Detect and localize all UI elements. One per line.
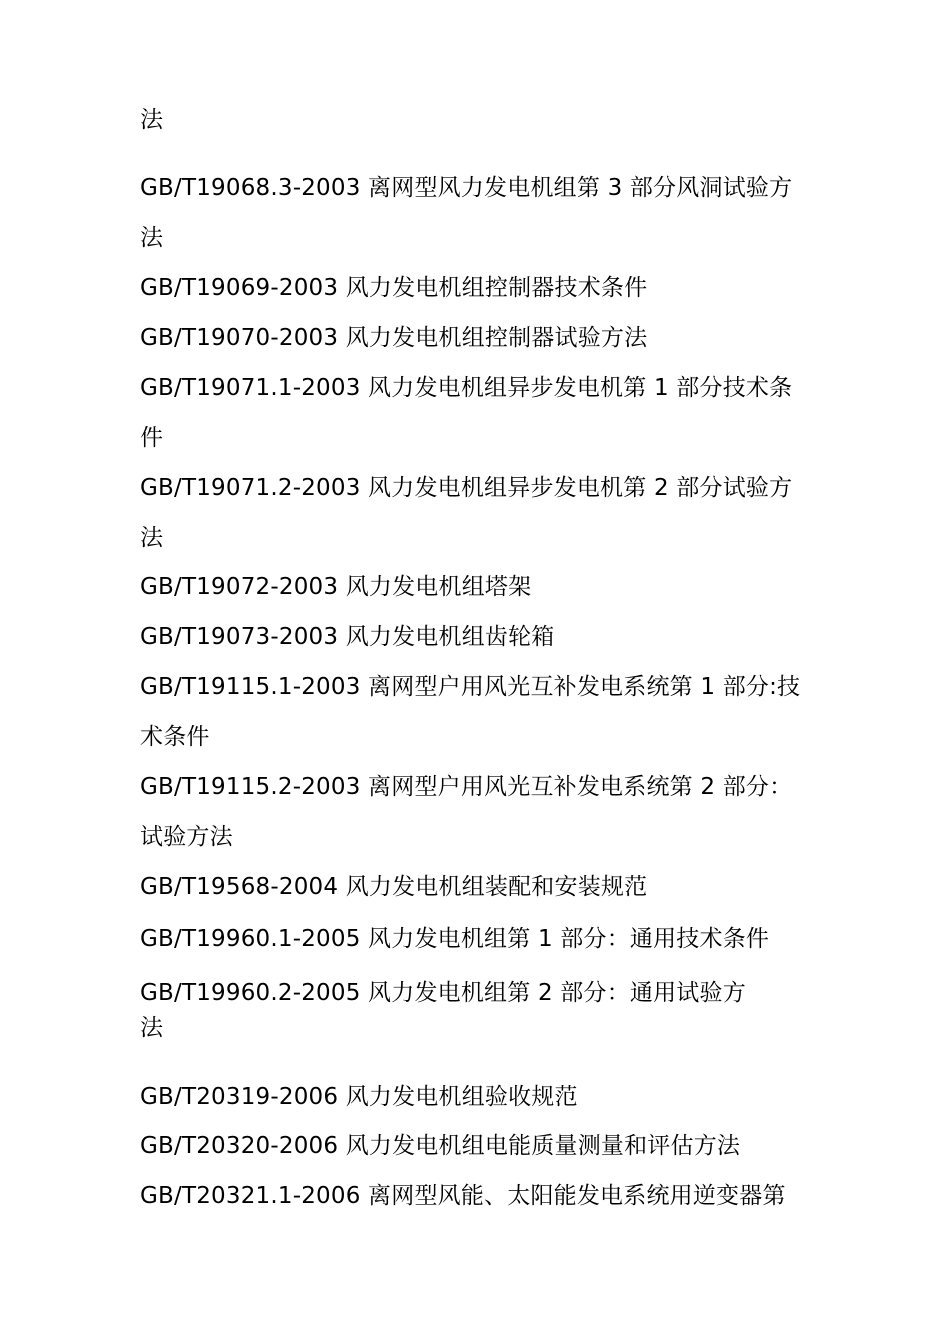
text-line: 法 xyxy=(140,1015,164,1041)
text-line: GB/T19068.3-2003 离网型风力发电机组第 3 部分风洞试验方 xyxy=(140,175,793,201)
text-line: GB/T20319-2006 风力发电机组验收规范 xyxy=(140,1084,578,1110)
text-line: 术条件 xyxy=(140,724,210,750)
text-line: GB/T19071.2-2003 风力发电机组异步发电机第 2 部分试验方 xyxy=(140,475,793,501)
text-line: GB/T19115.1-2003 离网型户用风光互补发电系统第 1 部分:技 xyxy=(140,674,801,700)
text-line: 法 xyxy=(140,525,164,551)
text-line: GB/T19960.2-2005 风力发电机组第 2 部分：通用试验方 xyxy=(140,980,746,1006)
text-line: 件 xyxy=(140,425,164,451)
text-line: 法 xyxy=(140,225,164,251)
text-line: GB/T19071.1-2003 风力发电机组异步发电机第 1 部分技术条 xyxy=(140,375,793,401)
text-line: GB/T19115.2-2003 离网型户用风光互补发电系统第 2 部分： xyxy=(140,774,793,800)
text-line: GB/T19960.1-2005 风力发电机组第 1 部分：通用技术条件 xyxy=(140,926,770,952)
text-line: 试验方法 xyxy=(140,824,233,850)
text-line: GB/T19568-2004 风力发电机组装配和安装规范 xyxy=(140,874,648,900)
text-line: GB/T20321.1-2006 离网型风能、太阳能发电系统用逆变器第 xyxy=(140,1183,786,1209)
text-line: 法 xyxy=(140,107,164,133)
text-line: GB/T19070-2003 风力发电机组控制器试验方法 xyxy=(140,325,648,351)
text-line: GB/T19069-2003 风力发电机组控制器技术条件 xyxy=(140,275,648,301)
text-line: GB/T19072-2003 风力发电机组塔架 xyxy=(140,574,532,600)
text-line: GB/T19073-2003 风力发电机组齿轮箱 xyxy=(140,624,555,650)
text-line: GB/T20320-2006 风力发电机组电能质量测量和评估方法 xyxy=(140,1133,741,1159)
